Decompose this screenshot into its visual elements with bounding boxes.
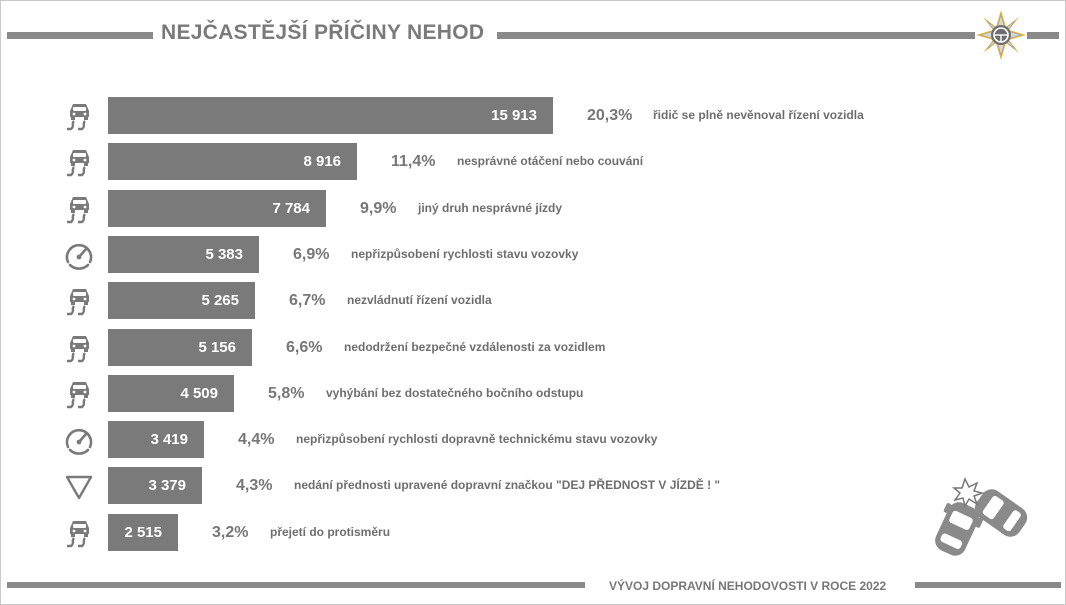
car-crash-icon: [929, 473, 1039, 561]
title-rule-left: [7, 32, 153, 39]
bar-value-label: 5 383: [205, 246, 243, 263]
percent-label: 5,8%: [268, 385, 305, 402]
bar: [108, 329, 252, 366]
cause-label: nepřizpůsobení rychlosti stavu vozovky: [351, 247, 579, 261]
police-star-logo-icon: [975, 9, 1027, 61]
bar: [108, 190, 326, 227]
cause-label: vyhýbání bez dostatečného bočního odstupu: [326, 386, 584, 400]
percent-label: 6,7%: [289, 292, 326, 309]
bar: [108, 421, 204, 458]
cause-label: nedání přednosti upravené dopravní značkou "DEJ PŘEDNOST V JÍZDĚ ! ": [294, 478, 721, 492]
percent-label: 20,3%: [587, 107, 633, 124]
bar: [108, 282, 255, 319]
percent-label: 4,4%: [238, 431, 275, 448]
bar-value-label: 2 515: [124, 524, 162, 541]
speedometer-icon: [61, 237, 97, 273]
bar-value-label: 7 784: [272, 200, 310, 217]
percent-label: 4,3%: [236, 477, 273, 494]
bar: [108, 467, 202, 504]
title-rule-right-end: [1027, 32, 1059, 39]
skid-car-icon: [61, 330, 97, 366]
percent-label: 9,9%: [360, 200, 397, 217]
bar: [108, 97, 553, 134]
footer-text: VÝVOJ DOPRAVNÍ NEHODOVOSTI V ROCE 2022: [609, 579, 887, 593]
cause-label: nepřizpůsobení rychlosti dopravně technickému stavu vozovky: [296, 432, 658, 446]
bar: [108, 236, 259, 273]
cause-label: řidič se plně nevěnoval řízení vozidla: [653, 108, 864, 122]
title-rule-right: [497, 32, 975, 39]
skid-car-icon: [61, 283, 97, 319]
bar: [108, 143, 357, 180]
bar-value-label: 3 379: [148, 477, 186, 494]
bar-value-label: 4 509: [180, 385, 218, 402]
skid-car-icon: [61, 376, 97, 412]
percent-label: 3,2%: [212, 524, 249, 541]
bar: [108, 375, 234, 412]
bar-value-label: 5 265: [201, 292, 239, 309]
cause-label: jiný druh nesprávné jízdy: [418, 201, 563, 215]
bar-value-label: 3 419: [150, 431, 188, 448]
bar-value-label: 5 156: [198, 339, 236, 356]
bar-value-label: 8 916: [303, 153, 341, 170]
footer-rule-right: [915, 582, 1061, 588]
percent-label: 6,9%: [293, 246, 330, 263]
skid-car-icon: [61, 515, 97, 551]
cause-label: přejetí do protisměru: [270, 525, 391, 539]
skid-car-icon: [61, 191, 97, 227]
cause-label: nedodržení bezpečné vzdálenosti za vozidlem: [344, 340, 606, 354]
skid-car-icon: [61, 98, 97, 134]
percent-label: 11,4%: [391, 153, 436, 170]
cause-label: nezvládnutí řízení vozidla: [347, 293, 492, 307]
footer-rule-left: [7, 582, 585, 588]
bar: [108, 514, 178, 551]
page-title: NEJČASTĚJŠÍ PŘÍČINY NEHOD: [161, 21, 485, 44]
speedometer-icon: [61, 422, 97, 458]
percent-label: 6,6%: [286, 339, 323, 356]
yield-sign-icon: [61, 468, 97, 504]
cause-label: nesprávné otáčení nebo couvání: [457, 154, 644, 168]
skid-car-icon: [61, 144, 97, 180]
bar-value-label: 15 913: [491, 107, 537, 124]
